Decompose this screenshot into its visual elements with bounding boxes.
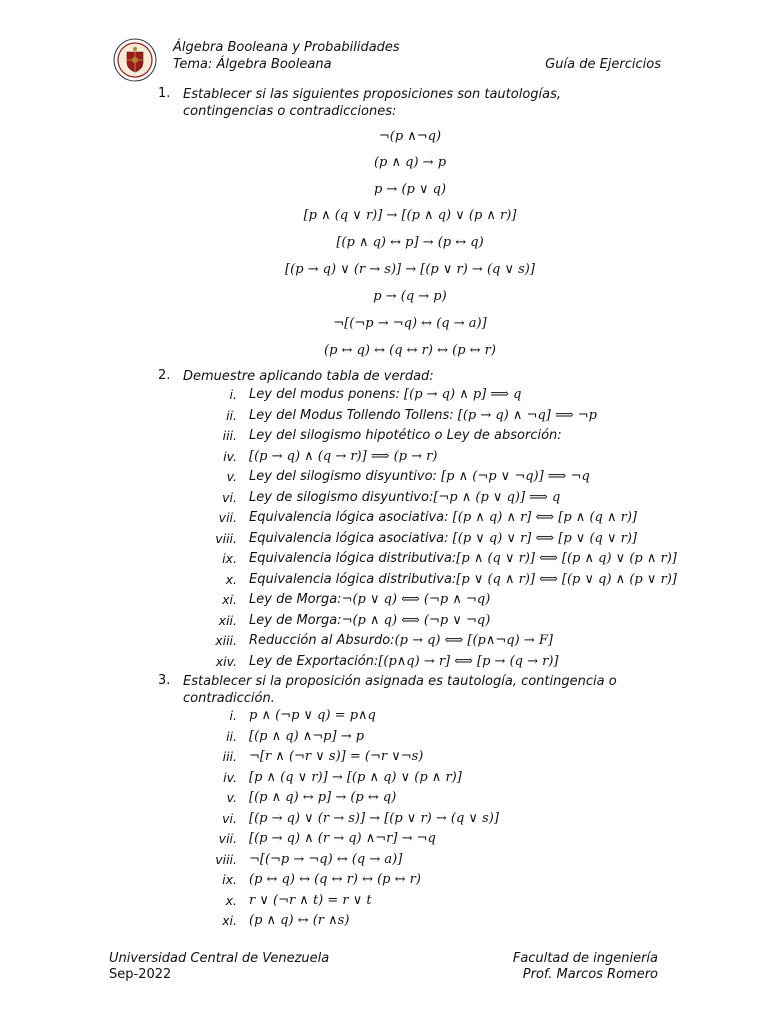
q2-item-numeral: ix. xyxy=(222,551,237,566)
q3-item-expression: (p ∧ q) ↔ (r ∧s) xyxy=(249,913,350,928)
q1-expression: ¬[(¬p → ¬q) ↔ (q → a)] xyxy=(333,316,487,331)
q2-item xyxy=(249,449,437,464)
q1-expression: p → (p ∨ q) xyxy=(373,182,447,197)
q2-item-label: Ley del silogismo hipotético o Ley de absorción: xyxy=(249,428,562,443)
q3-item-expression: [(p → q) ∨ (r → s)] → [(p ∨ r) → (q ∨ s)] xyxy=(249,810,499,826)
q2-item xyxy=(249,531,637,546)
q1-expression: (p ↔ q) ↔ (q ↔ r) ↔ (p ↔ r) xyxy=(324,343,496,358)
question-2-number: 2. xyxy=(158,368,171,383)
q2-item-expression: [(p → q) ∧ p] ⟹ q xyxy=(404,387,522,402)
q2-item-numeral: iii. xyxy=(222,428,237,443)
q1-expression: (p ∧ q) → p xyxy=(373,155,447,170)
q2-item-label: Ley del modus ponens: xyxy=(249,387,405,402)
q2-item-expression: [(p ∧ q) ∧ r] ⟺ [p ∧ (q ∧ r)] xyxy=(452,510,637,525)
q2-item-numeral: xiv. xyxy=(215,653,237,669)
q1-expression: [(p ∧ q) ↔ p] → (p ↔ q) xyxy=(336,235,484,250)
q3-item-numeral: viii. xyxy=(215,851,237,867)
question-3-number: 3. xyxy=(158,673,171,688)
q2-item-numeral: xi. xyxy=(222,592,237,607)
q3-item xyxy=(249,893,372,908)
q2-item xyxy=(249,490,560,505)
q3-item-expression: [(p ∧ q) ∧¬p] → p xyxy=(249,728,365,744)
q3-item-numeral: vi. xyxy=(222,810,237,826)
q2-item xyxy=(249,633,553,648)
q3-item xyxy=(249,790,396,805)
q2-item-numeral: xii. xyxy=(218,612,237,628)
q3-item-numeral: xi. xyxy=(222,913,237,928)
q3-item-expression: r ∨ (¬r ∧ t) = r ∨ t xyxy=(249,892,372,908)
q2-item-expression: [¬p ∧ (p ∨ q)] ⟹ q xyxy=(433,489,561,505)
question-1-text: Establecer si las siguientes proposiciones son tautologías, contingencias o contradicciones: xyxy=(183,87,562,119)
footer-faculty: Facultad de ingeniería xyxy=(512,951,658,966)
q3-item xyxy=(249,872,421,887)
q3-item-numeral: i. xyxy=(229,708,237,723)
q2-item xyxy=(249,592,490,607)
q3-item-expression: (p ↔ q) ↔ (q ↔ r) ↔ (p ↔ r) xyxy=(249,872,421,887)
q3-item-numeral: ii. xyxy=(226,728,237,744)
q2-item-expression: [p ∧ (¬p ∨ ¬q)] ⟹ ¬q xyxy=(441,469,590,484)
q2-item-label: Ley de Morga: xyxy=(249,612,342,628)
q2-item xyxy=(249,572,677,587)
q2-item xyxy=(249,387,521,402)
q3-item-expression: ¬[(¬p → ¬q) ↔ (q → a)] xyxy=(249,851,403,867)
page-header xyxy=(113,38,661,76)
q3-item-expression: ¬[r ∧ (¬r ∨ s)] = (¬r ∨¬s) xyxy=(249,749,424,764)
q3-item-expression: p ∧ (¬p ∨ q) = p∧q xyxy=(249,708,376,723)
q2-item-label: Ley de Exportación: xyxy=(249,653,379,669)
question-2-text: Demuestre aplicando tabla de verdad: xyxy=(183,369,434,384)
q2-item-label: Equivalencia lógica distributiva: xyxy=(249,571,457,587)
q2-item-label: Ley del silogismo disyuntivo: xyxy=(249,469,442,484)
q2-item-expression: [(p → q) ∧ ¬q] ⟹ ¬p xyxy=(457,407,597,423)
q2-item-expression: ¬(p ∨ q) ⟺ (¬p ∧ ¬q) xyxy=(341,592,491,607)
q3-item-numeral: iv. xyxy=(223,769,237,785)
q2-item-label: Reducción al Absurdo: xyxy=(249,633,395,648)
q2-item-numeral: xiii. xyxy=(215,633,237,648)
topic-title: Tema: Álgebra Booleana xyxy=(173,57,332,72)
q2-item-numeral: i. xyxy=(229,387,237,402)
footer-professor: Prof. Marcos Romero xyxy=(522,967,658,982)
q3-item xyxy=(249,811,499,826)
q2-item-expression: (p → q) ⟺ [(p∧¬q) → F] xyxy=(394,633,553,648)
q2-item-expression: ¬(p ∧ q) ⟺ (¬p ∨ ¬q) xyxy=(341,612,491,628)
q2-item-expression: [(p ∨ q) ∨ r] ⟺ [p ∨ (q ∨ r)] xyxy=(452,530,637,546)
q2-item-numeral: ii. xyxy=(226,407,237,423)
q2-item-label: Ley del Modus Tollendo Tollens: xyxy=(249,407,458,423)
q2-item xyxy=(249,510,637,525)
q3-item xyxy=(249,749,423,764)
q3-item-numeral: v. xyxy=(226,790,237,805)
q2-item xyxy=(249,408,597,423)
q2-item-expression: [p ∨ (q ∧ r)] ⟺ [(p ∨ q) ∧ (p ∨ r)] xyxy=(456,571,677,587)
q2-item-numeral: x. xyxy=(225,571,237,587)
q2-item xyxy=(249,654,559,669)
q3-item-numeral: vii. xyxy=(218,831,237,846)
q3-item-expression: [p ∧ (q ∨ r)] → [(p ∧ q) ∨ (p ∧ r)] xyxy=(249,769,462,785)
course-title: Álgebra Booleana y Probabilidades xyxy=(173,40,400,55)
q2-item-numeral: vii. xyxy=(218,510,237,525)
q3-item-expression: [(p → q) ∧ (r → q) ∧¬r] → ¬q xyxy=(249,831,436,846)
q2-item xyxy=(249,551,677,566)
q2-item-numeral: viii. xyxy=(215,530,237,546)
q2-item-label: Ley de Morga: xyxy=(249,592,342,607)
footer-university: Universidad Central de Venezuela xyxy=(109,951,330,966)
footer-date: Sep-2022 xyxy=(109,967,172,982)
q3-item xyxy=(249,729,364,744)
q1-expression: [(p → q) ∨ (r → s)] → [(p ∨ r) → (q ∨ s)] xyxy=(285,262,535,277)
q3-item-numeral: ix. xyxy=(222,872,237,887)
q2-item-expression: [(p → q) ∧ (q → r)] ⟹ (p → r) xyxy=(249,448,438,464)
q2-item xyxy=(249,428,562,443)
q2-item-expression: [(p∧q) → r] ⟺ [p → (q → r)] xyxy=(378,653,559,669)
question-1-number: 1. xyxy=(158,86,171,101)
q1-expression: ¬(p ∧¬q) xyxy=(378,129,442,144)
q2-item-label: Equivalencia lógica asociativa: xyxy=(249,530,453,546)
q2-item-label: Equivalencia lógica distributiva: xyxy=(249,551,457,566)
university-seal-logo xyxy=(113,38,157,82)
q1-expression: [p ∧ (q ∨ r)] → [(p ∧ q) ∨ (p ∧ r)] xyxy=(303,208,517,223)
q3-item xyxy=(249,852,402,867)
q2-item-expression: [p ∧ (q ∨ r)] ⟺ [(p ∧ q) ∨ (p ∧ r)] xyxy=(456,551,677,566)
q2-item-numeral: iv. xyxy=(223,448,237,464)
q2-item-label: Ley de silogismo disyuntivo: xyxy=(249,489,434,505)
question-3-text: Establecer si la proposición asignada es tautología, contingencia o contradicción. xyxy=(183,674,617,706)
q1-expression: p → (q → p) xyxy=(373,289,447,304)
q3-item-numeral: x. xyxy=(225,892,237,908)
q2-item-numeral: v. xyxy=(226,469,237,484)
q3-item xyxy=(249,770,462,785)
q3-item xyxy=(249,913,349,928)
q2-item xyxy=(249,613,490,628)
q3-item-expression: [(p ∧ q) ↔ p] → (p ↔ q) xyxy=(249,790,397,805)
q3-item-numeral: iii. xyxy=(222,749,237,764)
q2-item-numeral: vi. xyxy=(222,489,237,505)
q2-item xyxy=(249,469,590,484)
q2-item-label: Equivalencia lógica asociativa: xyxy=(249,510,453,525)
q3-item xyxy=(249,831,436,846)
q3-item xyxy=(249,708,376,723)
guide-title: Guía de Ejercicios xyxy=(545,57,661,72)
